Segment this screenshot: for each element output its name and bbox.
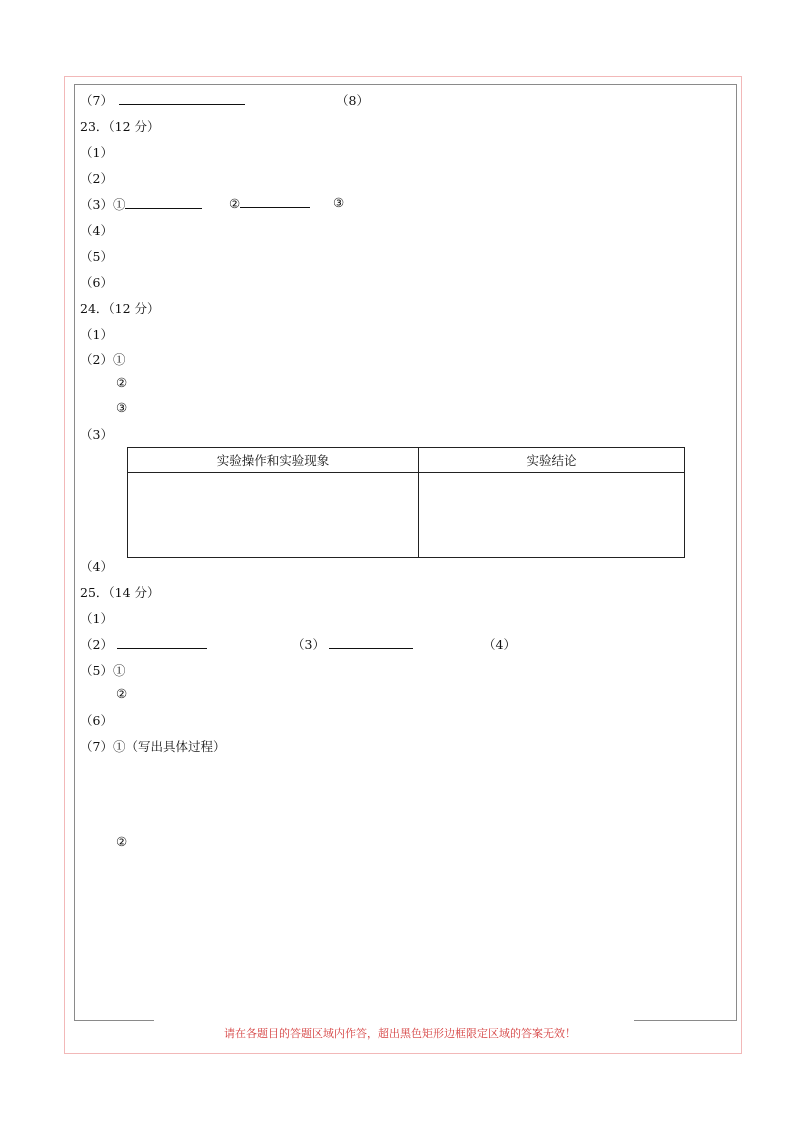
frame-bottom-left-line [74,1020,154,1021]
q23-part4-label: （4） [80,223,113,238]
q23-part3-circle3: ③ [333,195,345,210]
q23-part1-label: （1） [80,145,113,160]
q23-part3-item2 [229,195,310,211]
table-header-row [128,448,685,473]
q23-part3-blank2[interactable] [240,195,310,208]
q23-part3-blank1[interactable] [125,196,202,209]
q25-part2-blank[interactable] [117,636,207,649]
q25-part5-circle1: ① [112,663,126,678]
q22-part7-label: （7） [80,93,113,108]
q25-part2 [80,635,207,653]
q23-part3 [80,195,202,213]
experiment-table [127,447,685,558]
q25-part5 [80,661,125,679]
q25-part3 [292,635,413,653]
q25-part6-label: （6） [80,713,113,728]
q24-part2 [80,350,125,368]
q23-part3-circle1: ① [112,197,126,212]
q24-part2-circle2: ② [116,375,128,390]
q24-part2-circle3: ③ [116,400,128,415]
table-header-operation: 实验操作和实验现象 [128,448,419,473]
q24-heading: 24．（12 分） [80,301,160,316]
q25-part5-label: （5） [80,663,113,678]
q25-part7 [80,737,225,755]
q22-part7 [80,91,245,109]
q25-part4-label: （4） [483,637,516,652]
q25-part3-label: （3） [292,637,325,652]
q23-part6-label: （6） [80,275,113,290]
table-header-conclusion: 实验结论 [419,448,685,473]
q23-heading: 23．（12 分） [80,119,160,134]
q23-part5-label: （5） [80,249,113,264]
footer-warning: 请在各题目的答题区域内作答，超出黑色矩形边框限定区域的答案无效！ [224,1027,576,1040]
q24-part4-label: （4） [80,559,113,574]
table-row [128,473,685,558]
table-cell-operation-answer[interactable] [128,473,419,558]
q23-part3-circle2: ② [229,196,241,211]
q25-part7-item1: ①（写出具体过程） [112,739,226,754]
q25-heading: 25．（14 分） [80,585,160,600]
q25-part3-blank[interactable] [329,636,413,649]
frame-bottom-right-line [634,1020,737,1021]
q25-part5-circle2: ② [116,686,128,701]
q25-part1-label: （1） [80,611,113,626]
q23-part3-label: （3） [80,197,113,212]
q22-part8-label: （8） [336,93,369,108]
q24-part2-circle1: ① [112,352,126,367]
q24-part3-label: （3） [80,427,113,442]
q25-part7-label: （7） [80,739,113,754]
table-cell-conclusion-answer[interactable] [419,473,685,558]
q25-part2-label: （2） [80,637,113,652]
q25-part7-circle2: ② [116,834,128,849]
q24-part1-label: （1） [80,327,113,342]
q22-part7-blank[interactable] [119,92,245,105]
q24-part2-label: （2） [80,352,113,367]
q23-part2-label: （2） [80,171,113,186]
